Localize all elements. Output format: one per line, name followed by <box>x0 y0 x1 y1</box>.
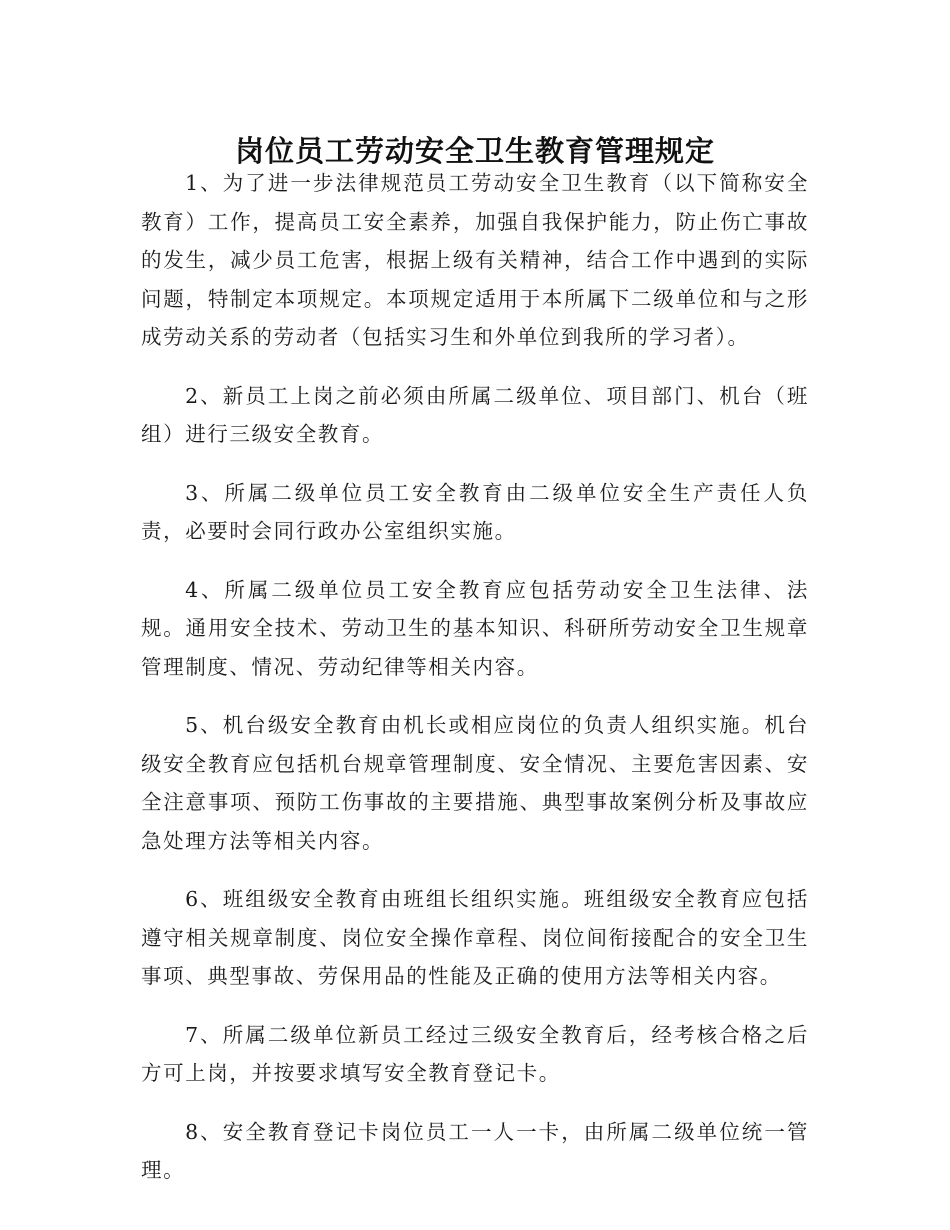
paragraph-8: 8、安全教育登记卡岗位员工一人一卡，由所属二级单位统一管理。 <box>141 1119 809 1182</box>
paragraph-7: 7、所属二级单位新员工经过三级安全教育后，经考核合格之后方可上岗，并按要求填写安全教育登记卡。 <box>141 1022 809 1085</box>
document-body <box>141 164 809 1210</box>
document-title: 岗位员工劳动安全卫生教育管理规定 <box>234 134 715 169</box>
paragraph-6: 6、班组级安全教育由班组长组织实施。班组级安全教育应包括遵守相关规章制度、岗位安全操作章程、岗位间衔接配合的安全卫生事项、典型事故、劳保用品的性能及正确的使用方法等相关内容。 <box>141 887 809 988</box>
paragraph-1: 1、为了进一步法律规范员工劳动安全卫生教育（以下简称安全教育）工作，提高员工安全素养，加强自我保护能力，防止伤亡事故的发生，减少员工危害，根据上级有关精神，结合工作中遇到的实际问题，特制定本项规定。本项规定适用于本所属下二级单位和与之形成劳动关系的劳动者（包括实习生和外单位到我所的学习者）。 <box>141 171 809 349</box>
paragraph-4: 4、所属二级单位员工安全教育应包括劳动安全卫生法律、法规。通用安全技术、劳动卫生的基本知识、科研所劳动安全卫生规章管理制度、情况、劳动纪律等相关内容。 <box>141 577 809 679</box>
paragraph-3: 3、所属二级单位员工安全教育由二级单位安全生产责任人负责，必要时会同行政办公室组织实施。 <box>141 480 809 543</box>
paragraph-5: 5、机台级安全教育由机长或相应岗位的负责人组织实施。机台级安全教育应包括机台规章管理制度、安全情况、主要危害因素、安全注意事项、预防工伤事故的主要措施、典型事故案例分析及事故应急处理方法等相关内容。 <box>141 713 809 853</box>
paragraph-2: 2、新员工上岗之前必须由所属二级单位、项目部门、机台（班组）进行三级安全教育。 <box>141 383 809 446</box>
